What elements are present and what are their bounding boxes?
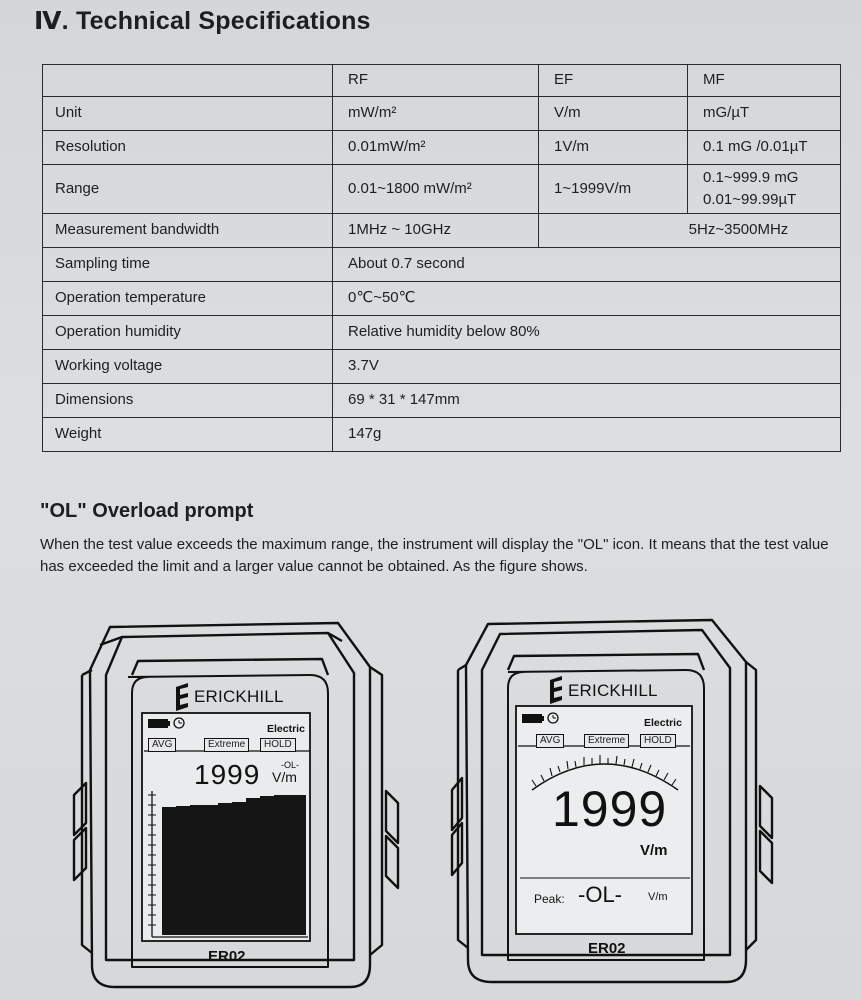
brand-name: ERICKHILL [568,681,658,700]
ef-cell: 1~1999V/m [539,165,688,214]
peak-value: -OL- [578,882,622,907]
device-illustration-bar-mode [70,615,400,995]
avg-tag: AVG [536,734,564,748]
table-row [43,350,841,384]
mf-range-mg: 0.1~999.9 mG [703,169,799,186]
header-cell [43,65,333,97]
row-value: 0℃~50℃ [333,282,841,316]
unit-label: V/m [272,769,297,785]
mode-label: Electric [267,723,305,735]
peak-unit: V/m [648,891,668,903]
row-label: Unit [43,97,333,131]
row-label: Range [43,165,333,214]
row-value: 69 * 31 * 147mm [333,384,841,418]
hold-tag: HOLD [260,738,296,752]
header-cell: EF [539,65,688,97]
extreme-tag: Extreme [584,734,629,748]
mf-cell: 0.1 mG /0.01µT [688,131,841,165]
row-label: Operation humidity [43,316,333,350]
hold-tag: HOLD [640,734,676,748]
device-illustration-dial-mode [450,610,780,990]
row-label: Weight [43,418,333,452]
ef-mf-cell: 5Hz~3500MHz [539,214,841,248]
extreme-tag: Extreme [204,738,249,752]
reading-value: 1999 [552,781,668,837]
row-label: Measurement bandwidth [43,214,333,248]
table-row [43,384,841,418]
header-cell: MF [688,65,841,97]
row-value: About 0.7 second [333,248,841,282]
row-label: Working voltage [43,350,333,384]
mf-cell: mG/µT [688,97,841,131]
rf-cell: 1MHz ~ 10GHz [333,214,539,248]
mf-cell [688,165,841,214]
mode-label: Electric [644,717,682,729]
mf-range-ut: 0.01~99.99µT [703,191,797,208]
row-label: Sampling time [43,248,333,282]
overload-description: When the test value exceeds the maximum range, the instrument will display the "OL" icon. It means that the test value has exceeded the limit and a larger value cannot be obtained. As the figure shows. [40,536,829,575]
row-value: 147g [333,418,841,452]
row-value: 3.7V [333,350,841,384]
avg-tag: AVG [148,738,176,752]
reading-value: 1999 [194,759,261,790]
table-row [43,248,841,282]
spec-table [42,64,841,452]
table-row [43,165,841,214]
row-value: Relative humidity below 80% [333,316,841,350]
ef-cell: 1V/m [539,131,688,165]
table-row [43,316,841,350]
table-row [43,282,841,316]
table-row [43,131,841,165]
rf-cell: 0.01~1800 mW/m² [333,165,539,214]
rf-cell: 0.01mW/m² [333,131,539,165]
row-label: Operation temperature [43,282,333,316]
ol-indicator: -OL- [281,760,299,770]
table-row [43,418,841,452]
rf-cell: mW/m² [333,97,539,131]
section-heading: Ⅳ. Technical Specifications [34,7,371,35]
row-label: Dimensions [43,384,333,418]
table-row [43,97,841,131]
brand-name: ERICKHILL [194,687,284,706]
row-label: Resolution [43,131,333,165]
device-outline [70,615,400,995]
table-row [43,214,841,248]
ef-cell: V/m [539,97,688,131]
model-label: ER02 [208,948,246,965]
overload-title: "OL" Overload prompt [40,500,254,522]
model-label: ER02 [588,940,626,957]
header-cell: RF [333,65,539,97]
unit-label: V/m [640,842,668,859]
table-row [43,65,841,97]
peak-label: Peak: [534,892,565,906]
